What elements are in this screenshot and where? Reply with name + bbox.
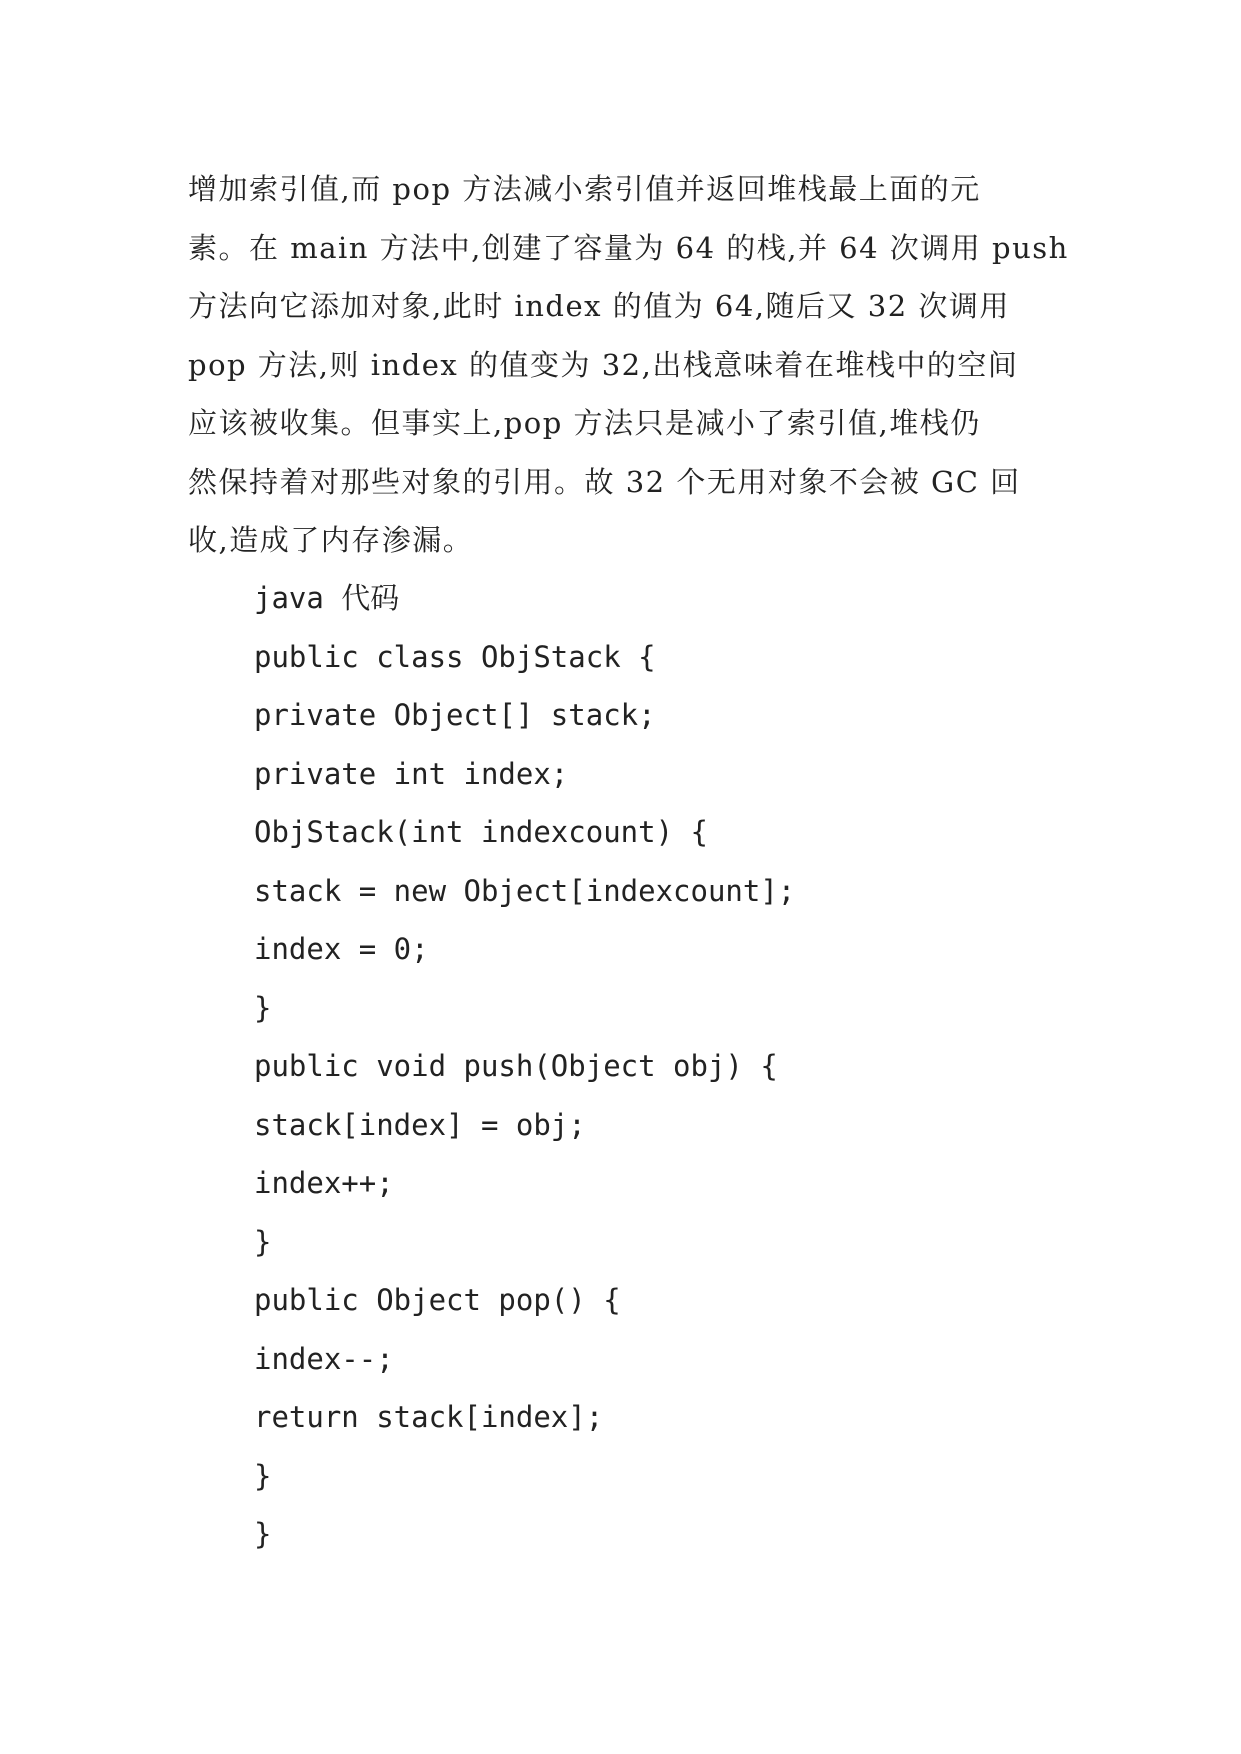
code-line: } [254, 1517, 272, 1551]
code-line: } [254, 990, 272, 1025]
paragraph-line: 收,造成了内存渗漏。 [188, 523, 474, 557]
code-line: private int index; [254, 756, 569, 791]
code-line: stack[index] = obj; [254, 1107, 586, 1142]
code-line: stack = new Object[indexcount]; [254, 873, 796, 908]
paragraph-line: 然保持着对那些对象的引用。故 32 个无用对象不会被 GC 回 [188, 464, 1021, 499]
paragraph-line: 方法向它添加对象,此时 index 的值为 64,随后又 32 次调用 [188, 289, 1010, 323]
code-line: public Object pop() { [254, 1283, 621, 1317]
code-line: public void push(Object obj) { [254, 1049, 778, 1083]
code-caption: java 代码 [254, 581, 400, 615]
code-line: index++; [254, 1166, 394, 1200]
code-line: private Object[] stack; [254, 698, 656, 732]
paragraph-line: 素。在 main 方法中,创建了容量为 64 的栈,并 64 次调用 push [188, 230, 1069, 265]
code-line: public class ObjStack { [254, 639, 656, 674]
paragraph-line: 增加索引值,而 pop 方法减小索引值并返回堆栈最上面的元 [188, 172, 981, 206]
code-block [254, 569, 1074, 1564]
paragraph-line: pop 方法,则 index 的值变为 32,出栈意味着在堆栈中的空间 [188, 347, 1019, 382]
code-line: index--; [254, 1341, 394, 1376]
body-paragraph [188, 160, 1069, 570]
code-line: } [254, 1458, 272, 1493]
code-line: return stack[index]; [254, 1400, 604, 1434]
code-line: index = 0; [254, 932, 429, 966]
code-line: } [254, 1224, 272, 1259]
code-line: ObjStack(int indexcount) { [254, 815, 708, 849]
paragraph-line: 应该被收集。但事实上,pop 方法只是减小了索引值,堆栈仍 [188, 406, 981, 440]
